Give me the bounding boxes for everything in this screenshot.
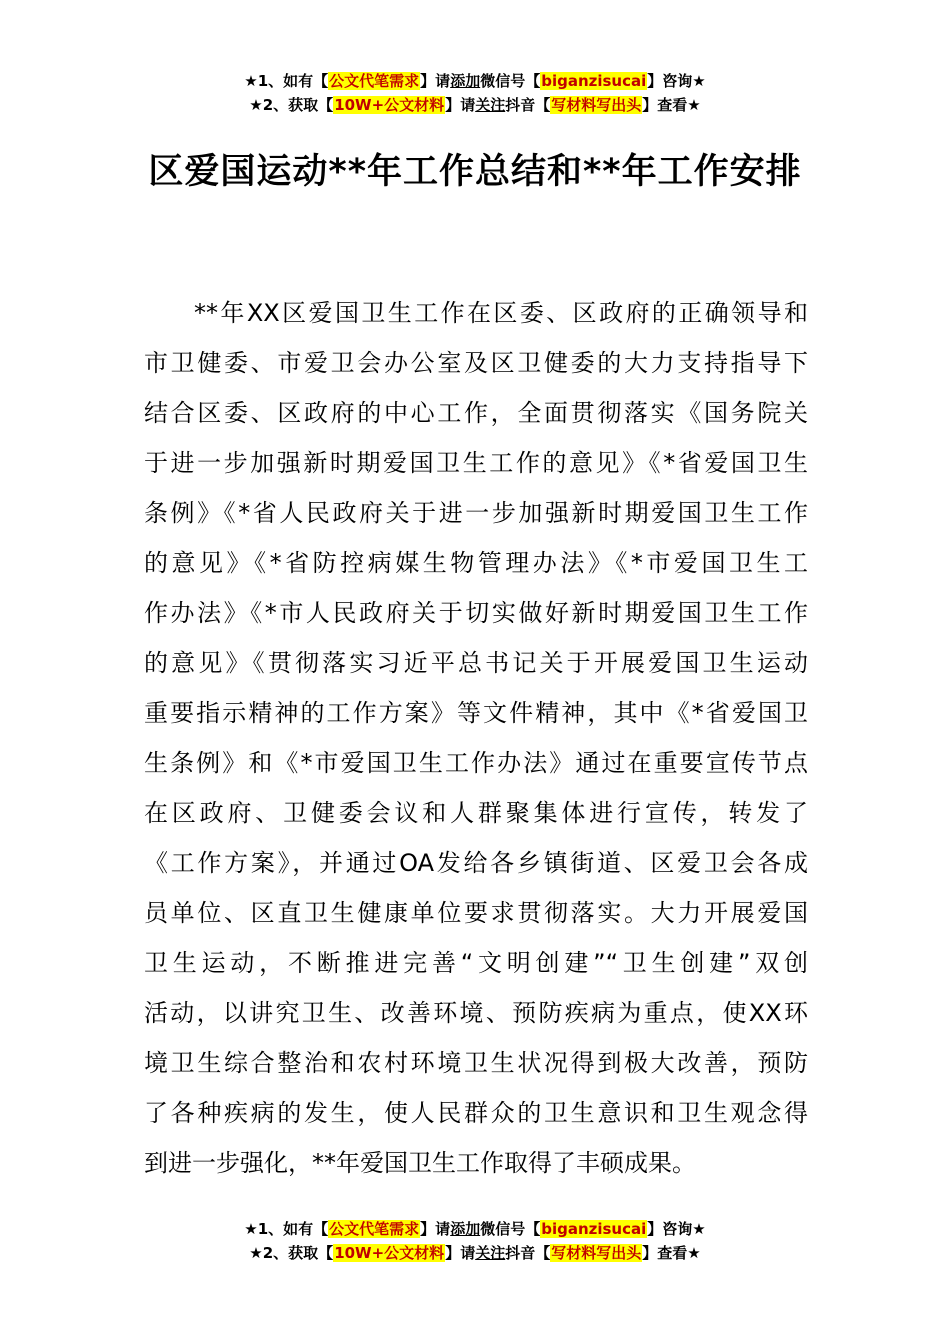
banner-highlight: 公文代笔需求: [329, 72, 420, 90]
body-line: 卫生运动，不断推进完善“文明创建”“卫生创建”双创: [144, 949, 808, 977]
body-line: 结合区委、区政府的中心工作，全面贯彻落实《国务院关: [144, 399, 808, 427]
banner-line-1: ★1、如有【公文代笔需求】请添加微信号【biganzisucai】咨询★: [244, 1220, 706, 1238]
document-body: [144, 288, 808, 1188]
banner-line-2: ★2、获取【10W+公文材料】请关注抖音【写材料写出头】查看★: [249, 1244, 701, 1262]
banner-highlight: 10W+公文材料: [334, 96, 445, 114]
body-line: 的意见》《*省防控病媒生物管理办法》《*市爱国卫生工: [144, 549, 808, 577]
body-line: 的意见》《贯彻落实习近平总书记关于开展爱国卫生运动: [144, 649, 808, 677]
header-banner: [0, 69, 950, 117]
body-line: 到进一步强化，**年爱国卫生工作取得了丰硕成果。: [144, 1149, 696, 1177]
body-line: 《工作方案》，并通过OA发给各乡镇街道、区爱卫会各成: [144, 849, 808, 877]
banner-line-2: ★2、获取【10W+公文材料】请关注抖音【写材料写出头】查看★: [249, 96, 701, 114]
banner-wechat-id: biganzisucai: [541, 72, 647, 90]
body-line: 员单位、区直卫生健康单位要求贯彻落实。大力开展爱国: [144, 899, 808, 927]
body-line: 境卫生综合整治和农村环境卫生状况得到极大改善，预防: [144, 1049, 808, 1077]
body-line: 生条例》和《*市爱国卫生工作办法》通过在重要宣传节点: [144, 749, 808, 777]
body-line: 市卫健委、市爱卫会办公室及区卫健委的大力支持指导下: [144, 349, 808, 377]
banner-douyin-id: 写材料写出头: [551, 1244, 642, 1262]
body-line: 重要指示精神的工作方案》等文件精神，其中《*省爱国卫: [144, 699, 808, 727]
banner-wechat-id: biganzisucai: [541, 1220, 647, 1238]
body-line: 活动，以讲究卫生、改善环境、预防疾病为重点，使XX环: [144, 999, 808, 1027]
banner-highlight: 公文代笔需求: [329, 1220, 420, 1238]
body-line: 在区政府、卫健委会议和人群聚集体进行宣传，转发了: [144, 799, 808, 827]
body-line: 条例》《*省人民政府关于进一步加强新时期爱国卫生工作: [144, 499, 808, 527]
footer-banner: [0, 1217, 950, 1265]
body-line: 于进一步加强新时期爱国卫生工作的意见》《*省爱国卫生: [144, 449, 808, 477]
banner-line-1: ★1、如有【公文代笔需求】请添加微信号【biganzisucai】咨询★: [244, 72, 706, 90]
banner-highlight: 10W+公文材料: [334, 1244, 445, 1262]
body-line: 了各种疾病的发生，使人民群众的卫生意识和卫生观念得: [144, 1099, 808, 1127]
document-title: 区爱国运动**年工作总结和**年工作安排: [148, 152, 802, 192]
banner-douyin-id: 写材料写出头: [551, 96, 642, 114]
body-line: **年XX区爱国卫生工作在区委、区政府的正确领导和: [194, 299, 808, 327]
body-line: 作办法》《*市人民政府关于切实做好新时期爱国卫生工作: [144, 599, 808, 627]
